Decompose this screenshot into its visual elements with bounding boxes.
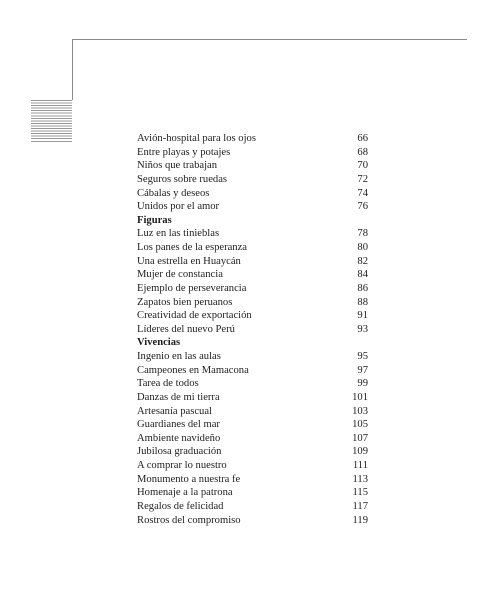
entry-title: Los panes de la esperanza bbox=[137, 242, 248, 253]
page-number: 103 bbox=[352, 405, 368, 417]
toc-entry bbox=[137, 514, 368, 528]
page-number: 72 bbox=[357, 173, 368, 185]
toc-entry bbox=[137, 296, 368, 310]
page-number: 82 bbox=[357, 255, 368, 267]
top-border-rule bbox=[72, 39, 467, 40]
entry-title: Artesanía pascual bbox=[137, 405, 213, 417]
toc-entry bbox=[137, 187, 368, 201]
toc-entry bbox=[137, 146, 368, 160]
toc-entry bbox=[137, 255, 368, 269]
page-number: 113 bbox=[352, 473, 368, 485]
toc-entry bbox=[137, 364, 368, 378]
table-of-contents bbox=[137, 132, 368, 527]
entry-title: Tarea de todos bbox=[137, 378, 199, 390]
entry-title: Regalos de felicidad bbox=[137, 500, 224, 512]
page-number: 95 bbox=[357, 351, 368, 362]
section-title: Figuras bbox=[137, 214, 172, 226]
entry-title: Rostros del compromiso bbox=[137, 514, 241, 526]
entry-title: Luz en las tinieblas bbox=[137, 228, 220, 240]
toc-entry bbox=[137, 418, 368, 432]
entry-title: Mujer de constancia bbox=[137, 269, 223, 281]
page-number: 84 bbox=[357, 269, 368, 281]
page-number: 70 bbox=[357, 160, 368, 172]
entry-title: Zapatos bien peruanos bbox=[137, 296, 233, 308]
entry-title: Cábalas y deseos bbox=[137, 187, 210, 199]
page-number: 119 bbox=[352, 514, 368, 526]
page-number: 91 bbox=[357, 310, 368, 322]
toc-entry bbox=[137, 391, 368, 405]
page-number: 117 bbox=[352, 500, 368, 512]
section-title: Vivencias bbox=[137, 337, 181, 349]
entry-title: Campeones en Mamacona bbox=[137, 364, 249, 376]
page-number: 88 bbox=[357, 296, 368, 308]
page-number: 68 bbox=[357, 146, 368, 158]
toc-entry bbox=[137, 500, 368, 514]
entry-title: Jubilosa graduación bbox=[137, 446, 222, 458]
toc-entry bbox=[137, 282, 368, 296]
page-number: 93 bbox=[357, 323, 368, 335]
toc-entry bbox=[137, 159, 368, 173]
entry-title: Guardianes del mar bbox=[137, 419, 220, 431]
page-number: 115 bbox=[352, 487, 368, 499]
toc-entry bbox=[137, 432, 368, 446]
page-number: 78 bbox=[357, 228, 368, 240]
toc-entry bbox=[137, 445, 368, 459]
entry-title: Entre playas y potajes bbox=[137, 146, 231, 158]
page-number: 86 bbox=[357, 282, 368, 294]
toc-entry bbox=[137, 173, 368, 187]
toc-entry bbox=[137, 132, 368, 146]
page-number: 99 bbox=[357, 378, 368, 390]
page-number: 105 bbox=[352, 419, 368, 431]
entry-title: Ambiente navideño bbox=[137, 432, 221, 444]
entry-title: Homenaje a la patrona bbox=[137, 487, 233, 499]
page-number: 80 bbox=[357, 242, 368, 253]
toc-entry bbox=[137, 323, 368, 337]
hatched-decoration bbox=[31, 100, 72, 142]
toc-entry bbox=[137, 200, 368, 214]
toc-entry bbox=[137, 473, 368, 487]
page-number: 74 bbox=[357, 187, 368, 199]
page-number: 111 bbox=[352, 460, 368, 471]
section-heading bbox=[137, 336, 368, 350]
entry-title: Una estrella en Huaycán bbox=[137, 255, 241, 267]
entry-title: A comprar lo nuestro bbox=[137, 460, 227, 471]
toc-entry bbox=[137, 268, 368, 282]
page-number: 76 bbox=[357, 201, 368, 213]
section-heading bbox=[137, 214, 368, 228]
toc-entry bbox=[137, 486, 368, 500]
entry-title: Avión-hospital para los ojos bbox=[137, 133, 256, 144]
left-border-rule bbox=[72, 39, 73, 100]
entry-title: Seguros sobre ruedas bbox=[137, 173, 228, 185]
page-number: 101 bbox=[352, 391, 368, 403]
toc-entry bbox=[137, 241, 368, 255]
toc-entry bbox=[137, 309, 368, 323]
entry-title: Creatividad de exportación bbox=[137, 310, 252, 322]
toc-entry bbox=[137, 405, 368, 419]
page-number: 107 bbox=[352, 432, 368, 444]
page-number: 97 bbox=[357, 364, 368, 376]
toc-entry bbox=[137, 227, 368, 241]
entry-title: Ingenio en las aulas bbox=[137, 351, 221, 362]
toc-entry bbox=[137, 377, 368, 391]
page-number: 109 bbox=[352, 446, 368, 458]
entry-title: Unidos por el amor bbox=[137, 201, 220, 213]
entry-title: Danzas de mi tierra bbox=[137, 391, 220, 403]
page-number: 66 bbox=[357, 133, 368, 144]
entry-title: Líderes del nuevo Perú bbox=[137, 323, 235, 335]
entry-title: Monumento a nuestra fe bbox=[137, 473, 241, 485]
entry-title: Niños que trabajan bbox=[137, 160, 218, 172]
toc-entry bbox=[137, 459, 368, 473]
entry-title: Ejemplo de perseverancia bbox=[137, 282, 247, 294]
toc-entry bbox=[137, 350, 368, 364]
